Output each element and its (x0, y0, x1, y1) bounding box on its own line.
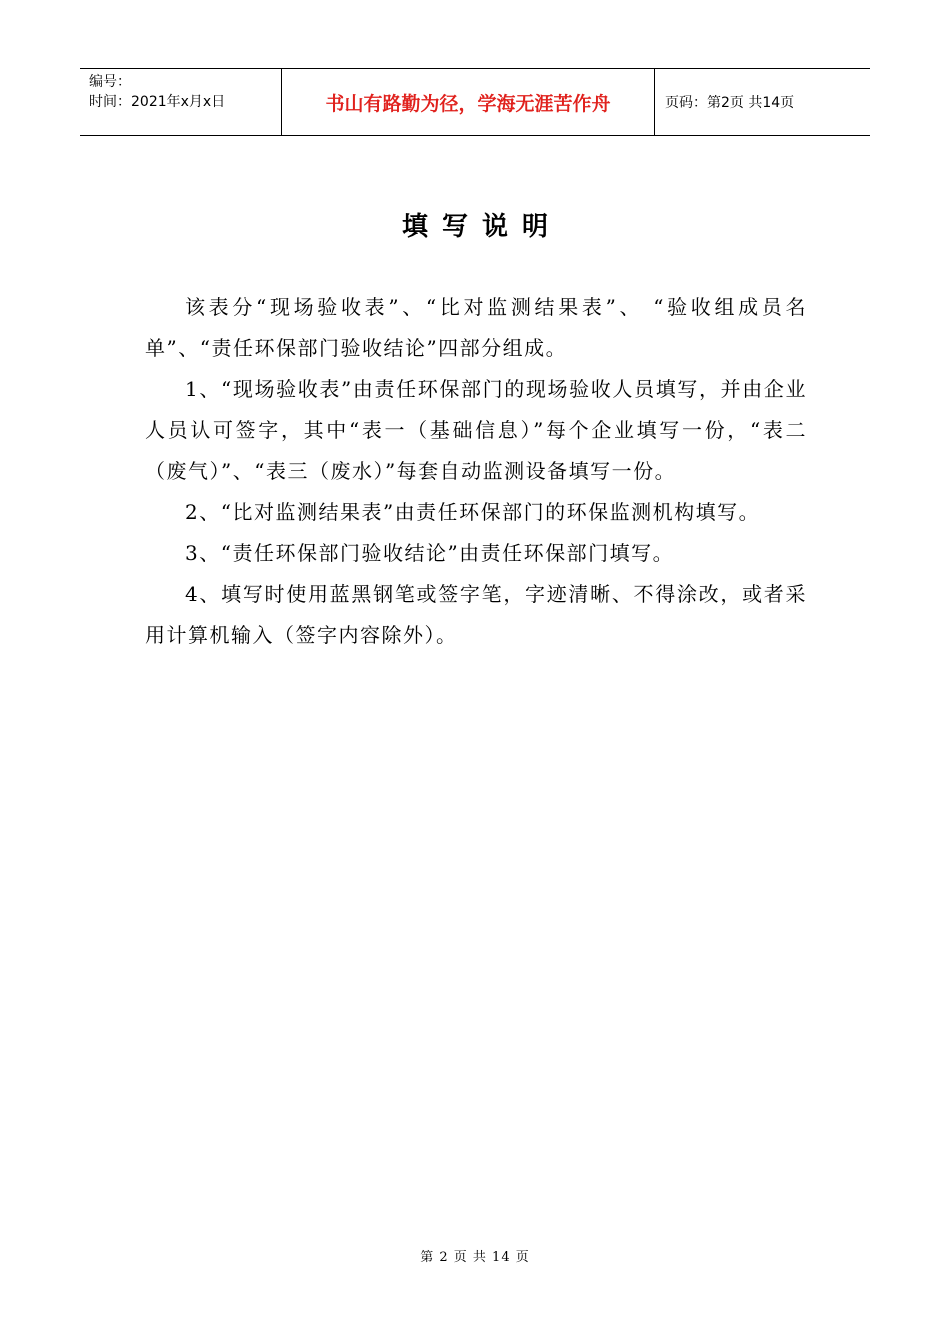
paragraph-item-3: 3、“责任环保部门验收结论”由责任环保部门填写。 (185, 541, 675, 565)
paragraph-item-4: 4、填写时使用蓝黑钢笔或签字笔，字迹清晰、不得涂改，或者采用计算机输入（签字内容除外）。 (145, 582, 807, 647)
time-label: 时间：2021年x月x日 (89, 94, 226, 110)
header-left-cell (80, 69, 282, 135)
header-page-cell (655, 69, 870, 135)
page-info: 页码：第2页 共14页 (665, 95, 795, 111)
number-label: 编号： (89, 74, 131, 90)
paragraph-item-1: 1、“现场验收表”由责任环保部门的现场验收人员填写，并由企业人员认可签字，其中“表一（基础信息）”每个企业填写一份，“表二（废气）”、“表三（废水）”每套自动监测设备填写一份。 (145, 377, 807, 483)
paragraph-item-2: 2、“比对监测结果表”由责任环保部门的环保监测机构填写。 (185, 500, 761, 524)
motto-text: 书山有路勤为径，学海无涯苦作舟 (325, 92, 611, 115)
page-header-table (80, 68, 870, 136)
paragraph-intro: 该表分“现场验收表”、“比对监测结果表”、 “验收组成员名单”、“责任环保部门验收结论”四部分组成。 (145, 295, 807, 360)
instructions-body (145, 287, 807, 656)
header-motto-cell (282, 69, 655, 135)
document-title: 填写说明 (401, 212, 562, 242)
page-footer: 第 2 页 共 14 页 (420, 1250, 530, 1265)
